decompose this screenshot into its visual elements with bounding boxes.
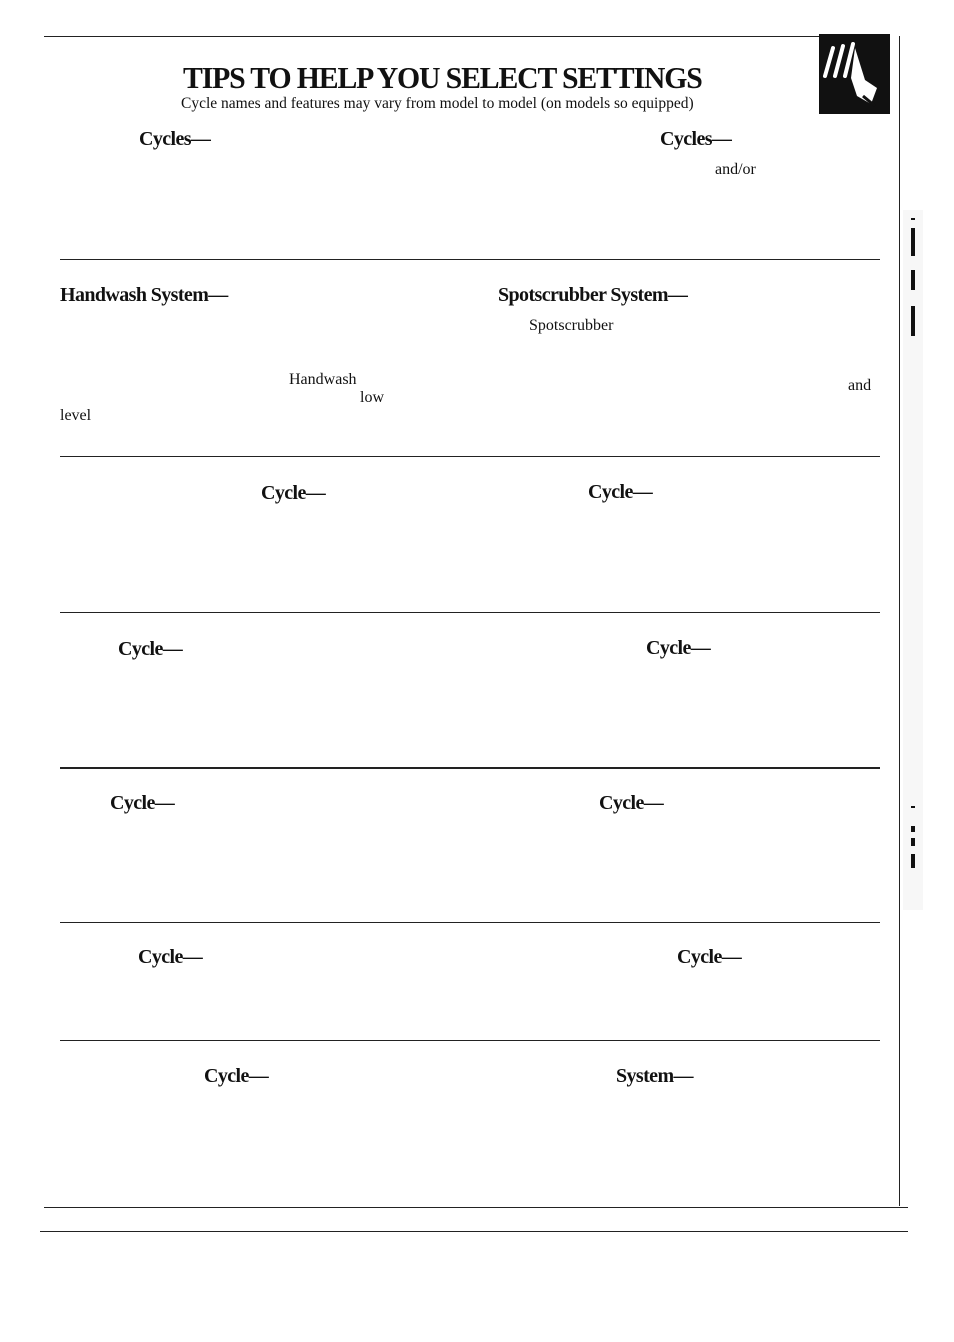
text-fragment: and bbox=[848, 377, 872, 394]
side-tab-mark bbox=[911, 838, 915, 846]
side-tab-mark bbox=[911, 826, 915, 832]
right-rule bbox=[899, 36, 900, 1206]
cycle-heading: Cycle— bbox=[261, 482, 326, 504]
side-tab-mark bbox=[911, 228, 915, 256]
cycle-heading: Cycle— bbox=[588, 481, 653, 503]
text-fragment: low bbox=[360, 389, 384, 406]
handwash-system-heading: Handwash System— bbox=[60, 284, 228, 306]
cycle-heading: Cycle— bbox=[138, 946, 203, 968]
side-tab-mark bbox=[911, 306, 915, 336]
cycles-heading-left: Cycles— bbox=[139, 128, 211, 150]
cycle-heading: Cycle— bbox=[646, 637, 711, 659]
text-fragment: Handwash bbox=[289, 371, 357, 388]
text-fragment: level bbox=[60, 407, 92, 424]
section-divider bbox=[60, 1040, 880, 1041]
hand-pressing-button-icon bbox=[819, 34, 890, 114]
cycle-heading: Cycle— bbox=[677, 946, 742, 968]
section-divider bbox=[60, 456, 880, 457]
section-divider bbox=[60, 612, 880, 613]
text-fragment: Spotscrubber bbox=[529, 317, 614, 334]
cycle-heading: Cycle— bbox=[204, 1065, 269, 1087]
top-rule bbox=[44, 36, 890, 37]
cycle-heading: Cycle— bbox=[118, 638, 183, 660]
side-tab-mark bbox=[911, 270, 915, 290]
cycle-heading: Cycle— bbox=[110, 792, 175, 814]
spotscrubber-system-heading: Spotscrubber System— bbox=[498, 284, 688, 306]
page-title: TIPS TO HELP YOU SELECT SETTINGS bbox=[183, 60, 702, 95]
section-divider bbox=[60, 259, 880, 260]
cycles-heading-right: Cycles— bbox=[660, 128, 732, 150]
section-divider bbox=[60, 922, 880, 923]
side-tab-mark bbox=[911, 218, 915, 220]
bottom-rule-upper bbox=[44, 1207, 908, 1208]
side-tab-mark bbox=[911, 854, 915, 868]
page-subtitle: Cycle names and features may vary from model to model (on models so equipped) bbox=[181, 95, 694, 112]
cycle-heading: Cycle— bbox=[599, 792, 664, 814]
bottom-rule-lower bbox=[40, 1231, 908, 1232]
side-tab-mark bbox=[911, 806, 915, 808]
side-tab bbox=[903, 210, 923, 910]
section-divider bbox=[60, 767, 880, 769]
system-heading: System— bbox=[616, 1065, 693, 1087]
text-fragment: and/or bbox=[715, 161, 756, 178]
